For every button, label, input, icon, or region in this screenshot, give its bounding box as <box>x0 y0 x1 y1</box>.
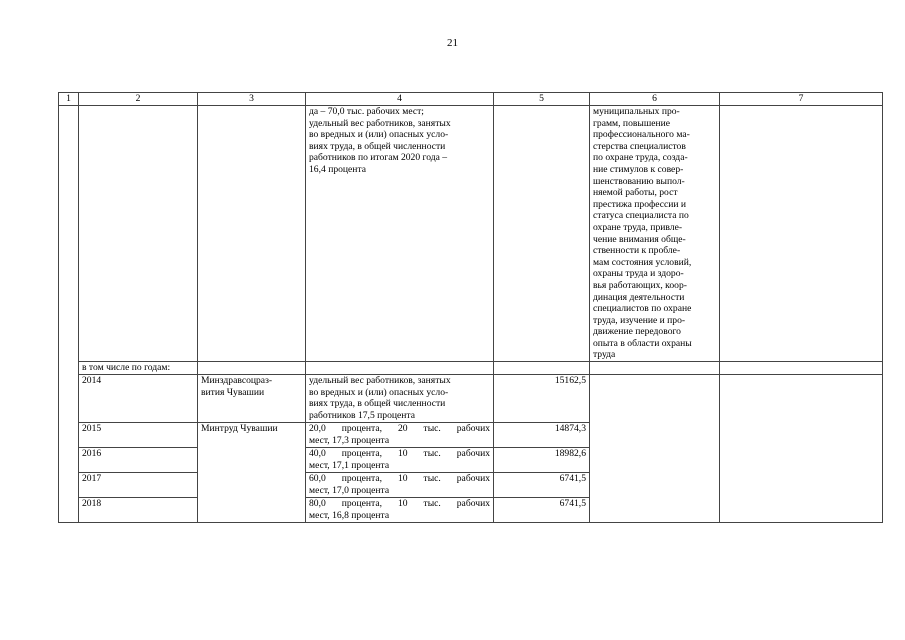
text-line: вития Чувашии <box>201 386 265 398</box>
cell-col2 <box>79 106 198 362</box>
col7-cell-empty <box>720 375 883 523</box>
text-line: во вредных и (или) опасных усло- <box>309 129 449 141</box>
column-number: 5 <box>494 93 590 106</box>
cell-col7 <box>720 106 883 362</box>
column-numbers-row <box>59 93 883 106</box>
text-line: работников по итогам 2020 года – <box>309 152 448 164</box>
text-line: мест, 17,1 процента <box>309 459 390 471</box>
text-line: стерства специалистов <box>593 140 686 152</box>
text-line: статуса специалиста по <box>593 210 689 222</box>
column-number: 1 <box>59 93 79 106</box>
executor-cell <box>198 423 306 523</box>
text-line: Минздравсоцраз- <box>201 375 273 387</box>
text-line: 40,0 процента, 10 тыс. рабочих <box>309 448 490 460</box>
continuation-indicator-cell <box>306 106 494 362</box>
text-line: во вредных и (или) опасных усло- <box>309 386 449 398</box>
text-line: мам состояния условий, <box>593 256 692 268</box>
year-cell: 2016 <box>79 448 198 473</box>
text-line: вья работающих, коор- <box>593 279 687 291</box>
text-line: по охране труда, созда- <box>593 152 688 164</box>
text-line: виях труда, в общей численности <box>309 140 446 152</box>
text-line: работников 17,5 процента <box>309 409 415 421</box>
text-line: шенствованию выпол- <box>593 175 685 187</box>
text-line: да – 70,0 тыс. рабочих мест; <box>309 106 424 117</box>
text-line: удельный вес работников, занятых <box>309 375 451 387</box>
year-cell: 2018 <box>79 498 198 523</box>
text-line: ственности к пробле- <box>593 245 681 257</box>
cell-col3 <box>198 106 306 362</box>
amount-cell: 14874,3 <box>494 423 590 448</box>
indicator-cell <box>306 375 494 423</box>
text-line: движение передового <box>593 326 681 338</box>
cell-col5 <box>494 106 590 362</box>
executor-cell <box>198 375 306 423</box>
text-line: престижа профессии и <box>593 198 687 210</box>
text-line: 60,0 процента, 10 тыс. рабочих <box>309 473 490 485</box>
text-line: труда, изучение и про- <box>593 314 686 326</box>
amount-cell: 18982,6 <box>494 448 590 473</box>
text-line: опыта в области охраны <box>593 337 692 349</box>
text-line: муниципальных про- <box>593 106 680 117</box>
continuation-row <box>59 106 883 362</box>
column-number: 4 <box>306 93 494 106</box>
year-cell: 2015 <box>79 423 198 448</box>
indicator-cell <box>306 423 494 448</box>
cell-col1 <box>59 106 79 523</box>
text-line: удельный вес работников, занятых <box>309 117 451 129</box>
year-cell: 2014 <box>79 375 198 423</box>
column-number: 3 <box>198 93 306 106</box>
text-line: охраны труда и здоро- <box>593 268 684 280</box>
text-line: охране труда, привле- <box>593 221 683 233</box>
by-years-label: в том числе по годам: <box>79 362 198 375</box>
text-line: няемой работы, рост <box>593 187 678 199</box>
text-line: труда <box>593 349 616 361</box>
text-line: мест, 17,0 процента <box>309 484 390 496</box>
measures-cell-empty <box>590 375 720 523</box>
text-line: чение внимания обще- <box>593 233 686 245</box>
text-line: 20,0 процента, 20 тыс. рабочих <box>309 423 490 435</box>
continuation-measures-cell <box>590 106 720 362</box>
column-number: 7 <box>720 93 883 106</box>
text-line: Минтруд Чувашии <box>201 423 278 435</box>
table-row <box>59 375 883 423</box>
text-line: специалистов по охране <box>593 303 692 315</box>
program-table <box>58 92 883 523</box>
text-line: 80,0 процента, 10 тыс. рабочих <box>309 498 490 510</box>
indicator-cell <box>306 473 494 498</box>
amount-cell: 6741,5 <box>494 498 590 523</box>
indicator-cell <box>306 448 494 473</box>
by-years-row <box>59 362 883 375</box>
text-line: ние стимулов к совер- <box>593 163 684 175</box>
text-line: мест, 16,8 процента <box>309 509 390 521</box>
amount-cell: 6741,5 <box>494 473 590 498</box>
text-line: профессионального ма- <box>593 129 690 141</box>
text-line: виях труда, в общей численности <box>309 398 446 410</box>
text-line: мест, 17,3 процента <box>309 434 390 446</box>
text-line: грамм, повышение <box>593 117 671 129</box>
text-line: динация деятельности <box>593 291 685 303</box>
text-line: 16,4 процента <box>309 163 367 175</box>
year-cell: 2017 <box>79 473 198 498</box>
column-number: 6 <box>590 93 720 106</box>
amount-cell: 15162,5 <box>494 375 590 423</box>
page-number: 21 <box>447 37 458 49</box>
indicator-cell <box>306 498 494 523</box>
column-number: 2 <box>79 93 198 106</box>
